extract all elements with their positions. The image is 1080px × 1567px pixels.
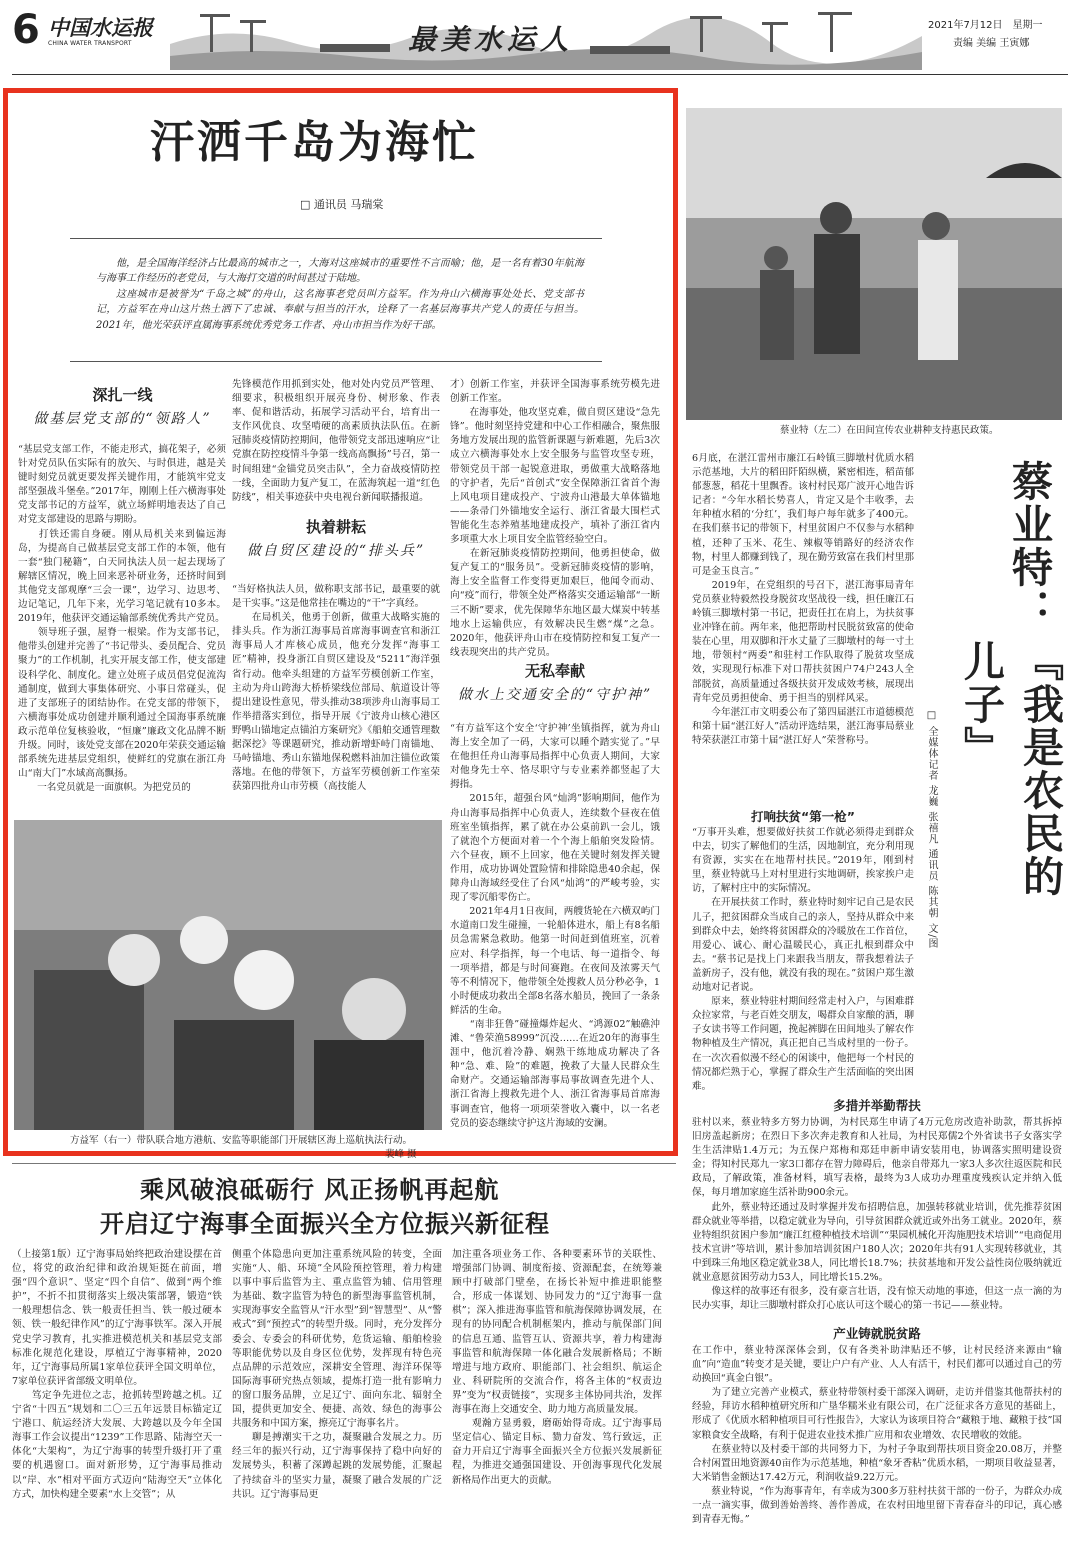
body-column: “当好格执法人员，做称职支部书记，最重要的就是干实事。”这是他常挂在嘴边的“干”字真经。 在局机关，他勇于创新，做重大战略实施的排头兵。作为浙江海事局首席海事调查官和浙江海事局人才库核心成员，他充分发挥“海事工匠”精神，投身浙江自贸区建设及“5211”海洋强省行动。他牵头组建的方益军劳模创新工作室，主动为舟山跨海大桥桥梁线位部局、航道设计等提出建设性意见，带头推动38项涉舟山海事局工作举措落实到位，指导开展《宁波舟山核心港区野鸭山锚地定点锚泊方案研究》《船舶交通管理数据深挖》等课题研究，推动新增虾峙门南锚地、马峙锚地、秀山东锚地保税燃料油加注锚位政策落地。在他的带领下，方益军劳模创新工作室荣获第四批舟山市劳模（高技能人 (232, 584, 440, 793)
news-photo-inspection (14, 820, 442, 1130)
section-heading: 执着耕耘 (305, 518, 366, 536)
body-column: 在工作中，蔡业特深深体会到，仅有各类补助津贴还不够，让村民经济来源由“输血”向“造血”转变才是关键，要让户户有产业、人人有活干，村民们都可以通过自己的劳动换回“真金白银”。 为了建立完善产业模式，蔡业特带领村委干部深入调研，走访并借鉴其他帮扶村的经验，拜访水稻种植研究所和广垦华糯米业有限公司，在广泛征求各方意见的基础上，形成了《优质水稻种植项目可行性报告》，大家认为该项目符合“藏粮于地、藏粮于技”国家粮食安全战略，有利于促进农业技术推广应用和农业增效、农民增收的效能。 在蔡业特以及村委干部的共同努力下，为村子争取到帮扶项目资金20.08万，并整合村闲置田地资源40亩作为示范基地，种植“象牙香粘”优质水稻，一期项目收益显著，大米销售金额达17.42万元，利润收益9.22万元。 蔡业特说，“作为海事青年，有幸成为300多万驻村扶贫干部的一份子，为群众办成一点一滴实事，做到善始善终、善作善成，在农村田地里留下青春奋斗的印记，真心感到青春无悔。” (692, 1345, 1062, 1526)
page-number: 6 (12, 7, 40, 53)
section-heading: 产业铸就脱贫路 (833, 1326, 921, 1341)
editors-line: 责编 美编 王寅娜 (953, 38, 1030, 49)
section-title: 最美水运人 (408, 23, 574, 56)
issue-date: 2021年7月12日 星期一 (928, 20, 1043, 31)
body-column: “有方益军这个安全‘守护神’坐镇指挥，就为舟山海上安全加了一码，大家可以睡个踏实觉了。”早在他担任舟山海事局指挥中心负责人期间，大家对他身先士卒、恪尽职守与专业素养都竖起了大拇指。 2015年，超强台风“灿鸿”影响期间，他作为舟山海事局指挥中心负责人，连续数个昼夜在值班室坐镇指挥，累了就在办公桌前趴一会儿，饿了就泡个方便面对着一个个海上船舶突发险情。六个昼夜，顾不上回家，他在关键时刻发挥关键作用，成功协调处置险情和排除隐患40余起，保障舟山海域经受住了台风“灿鸿”的严峻考验，实现了零沉船零伤亡。 2021年4月1日夜间，两艘货轮在六横双屿门水道南口发生碰撞，一轮船体进水，船上有8名船员急需紧急救助。他第一时间赶到值班室，沉着应对、科学指挥，每一个电话、每一道指令、每一项举措，都是与时间赛跑。在夜间及浓雾天气等不利情况下，他带领全处搜救人员分秒必争，1小时便成功救出全部8名落水船员，挽回了一条条鲜活的生命。 “南非狂鲁”碰撞爆炸起火、“鸿源02”触礁沖滩、“鲁荣渔58999”沉没……在近20年的海事生涯中，他沉着冷静、娴熟干练地成功解决了各种“急、难、险”的难题，挽救了大量人民群众生命财产。交通运输部海事局事故调查先进个人、浙江省海上搜救先进个人、浙江省海事局首席海事调查官，他将一项项荣誉收入囊中，以一名老党员的姿态继续守护这片海域的安澜。 (450, 723, 660, 1129)
section-subheading: 做基层党支部的“领路人” (33, 411, 212, 427)
photo-credit: 裴峰 摄 (385, 1149, 417, 1160)
bottom-headline-line1: 乘风破浪砥砺行 风正扬帆再起航 (140, 1175, 500, 1204)
body-column: “万事开头难，想要做好扶贫工作就必须得走到群众中去，切实了解他们的生活，因地制宜，充分利用现有资源，实实在在地帮村扶民。”2019年，刚到村里，蔡业特就马上对村里进行实地调研，挨家挨户走访，了解村庄中的实际情况。 在开展扶贫工作时，蔡业特时刻牢记自己是农民儿子，把贫困群众当成自己的亲人，坚持从群众中来到群众中去，始终将贫困群众的冷暖放在工作首位，用爱心、诚心、耐心温暖民心，真正扎根到群众中去。“蔡书记是找上门来跟我当朋友，帮我想着法子盖新房子，没有他，就没有我的现在。”贫困户郑生激动地对记者说。 原来，蔡业特驻村期间经常走村入户，与困难群众拉家常，与老百姓交朋友，喝群众自家酿的酒，聊子女读书等工作问题，挽起裤脚在田间地头了解农作物种植及生产情况，真正把自己当成村里的一份子。在一次次看似漫不经心的闲谈中，他把每一个村民的情况都烂熟于心，掌握了群众生产生活面临的突出困难。 (692, 827, 914, 1092)
photo-inspection-placeholder (14, 820, 442, 1130)
body-column: 才）创新工作室，并获评全国海事系统劳模先进创新工作室。 在海事处，他攻坚克难，做自贸区建设“急先锋”。他时刻坚持党建和中心工作相融合，聚焦服务地方发展出现的监管新课题与新难题，先后3次成立六横海事处水上安全服务与监管攻坚专班，带领党员干部一起锐意进取，勇做重大战略落地的守护者，先后“首创式”安全保障浙江省首个海上风电项目建成投产、宁波舟山港最大单体锚地——条帚门外锚地安全运行、浙江省最大围栏式智能化生态养殖基地建成投产，填补了浙江省内多项重大水上项目安全监管经验空白。 在新冠肺炎疫情防控期间，他勇担使命，做复产复工的“服务员”。受新冠肺炎疫情的影响，海上安全监督工作变得更加艰巨，他闻令而动、向“疫”而行，带领全处严格落实交通运输部“一断三不断”要求，优先保障华东地区最大煤炭中转基地水上运输供应，有效解决民生燃“煤”之急。2020年，他获评舟山市在疫情防控和复工复产一线表现突出的共产党员。 (450, 379, 660, 658)
news-photo-field (686, 108, 1062, 420)
newspaper-logo: 中国水运报 (48, 15, 153, 40)
body-column: （上接第1版）辽宁海事局始终把政治建设摆在首位，将党的政治纪律和政治规矩挺在前面，增强“四个意识”、坚定“四个自信”、做到“两个维护”，不折不扣贯彻落实上级决策部署，锻造“铁一般理想信念、铁一般责任担当、铁一般过硬本领、铁一般纪律作风”的辽宁海事铁军。深入开展党史学习教育，扎实推进模范机关和基层党支部标准化规范化建设，厚植辽宁海事精神，2020年，辽宁海事局所属1家单位获评全国文明单位，7家单位获评省部级文明单位。 笃定争先进位之志，抢抓转型跨越之机。辽宁省“十四五”规划和二〇三五年远景目标锚定辽宁港口、航运经济大发展、大跨越以及今年全国海事工作会议提出“1239”工作思路、陆海空天一体化“大架构”，为辽宁海事的转型升级打开了重要的机遇窗口。面对新形势，辽宁海事局推动以“岸、水”相对平面方式迈向“陆海空天”立体化方式，加快构建全要素“水上交管”；从 (12, 1249, 222, 1500)
feature-title: 蔡业特： (1005, 460, 1053, 632)
bottom-rule (12, 1163, 676, 1164)
header-rule (12, 74, 1068, 75)
body-column: 加注重各项业务工作、各种要素环节的关联性、增强部门协调、制度衔接、资源配套，在统筹兼顾中打破部门壁垒，在扬长补短中推进职能整合，形成一体谋划、协同发力的“辽宁海事一盘棋”；深入推进海事监管和航海保障协调发展，在现有的协同配合机制框架内，推动与航保部门间的信息互通、监管互认、资源共享，着力构建海事监管和航海保障一体化融合发展新格局；不断增进与地方政府、职能部门、社会组织、航运企业、科研院所的交流合作，将各主体的“权责边界”变为“权责链接”，实现多主体协同共治，发挥海事在海上交通安全、助力地方高质量发展。 观瀚方显勇毅，磨砺始得奇成。辽宁海事局坚定信心、锚定目标、勠力奋发、笃行致远，正奋力开启辽宁海事全面振兴全方位振兴发展新征程，为推进交通强国建设、开创海事现代化发展新格局作出更大的贡献。 (452, 1249, 662, 1486)
bottom-headline-line2: 开启辽宁海事全面振兴全方位振兴新征程 (100, 1209, 550, 1238)
body-column: “基层党支部工作，不能走形式，搞花架子，必须针对党员队伍实际有的放矢、与时俱进，越是关键时刻党员就更要发挥关键作用，才能筑牢党支部坚强战斗堡垒。”2017年，刚刚上任六横海事处党支部书记的方益军，就立场鲜明地表达了自己对党支部建设的思路与期盼。 打铁还需自身硬。刚从局机关来到偏远海岛，为提高自己做基层党支部工作的本领，他有一套“独门秘籍”，白天同执法人员一起去现场了解辖区情况，晚上回来恶补研业务，还挤时间到其他党支部观摩“三会一课”，边学习、边思考、边记笔记，几年下来，光学习笔记就有10多本。2019年，他获评交通运输部系统优秀共产党员。 领导班子强，屋脊一根梁。作为支部书记，他带头创建并完善了“书记带头、委员配合、党员聚力”的工作机制，扎实开展支部工作，使支部建设科学化、制度化。建立处班子成员倡党促流沟通制度，做到大事集体研究、小事日常碰头，促进了支部班子的团结协作。在党支部的带领下，六横海事处成功创建并顺利通过全国海事系统廉政示范单位复核验收，“恒廉”廉政文化品牌不断升级。同时，该处党支部在2020年荣获交通运输部系统先进基层党组织，使鲜红的党旗在浙江舟山“南大门”水域高高飘扬。 一名党员就是一面旗帜。为把党员的 (18, 444, 226, 794)
section-subheading: 做自贸区建设的“排头兵” (246, 543, 426, 559)
intro-paragraph: 这座城市是被誉为“千岛之城”的舟山，这名海事老党员叫方益军。作为舟山六横海事处处长、党支部书记，方益军在舟山这片热土洒下了忠诚、奉献与担当的汗水，诠释了一名基层海事共产党人的责任与担当。2021年，他光荣获评直属海事系统优秀党务工作者、舟山市担当作为好干部。 (96, 288, 584, 331)
section-heading: 无私奉献 (524, 662, 585, 680)
body-column: 驻村以来，蔡业特多方努力协调，为村民郑生申请了4万元危房改造补助款，帮其拆掉旧房盖起新房；在烈日下多次奔走教育和人社局，为村民郑儒2个外省读书子女落实学生生活津贴1.4万元；为五保户郑梅和郑廷申新申请安装用电，协调落实照明建设资金；得知村民郑九一家3口都存在智力障碍后，他亲自带郑九一家3人多次往返医院和民政局，了解政策，准备材料，填写表格，最终为3人成功办理重度残疾认定并纳入低保，每月增加家庭生活补助900余元。 此外，蔡业特还通过及时掌握并发布招聘信息，加强转移就业培训，优先推荐贫困群众就业等举措，以稳定就业为导向，引导贫困群众就近或外出务工就业。2020年，蔡业特组织贫困户参加“廉江红橙种植技术培训”“果园机械化开沟施肥技术培训”“电商促用技术宣讲”等培训，累计参加培训贫困户180人次；2020年共有91人实现转移就业，其中到珠三角地区稳定就业38人，同比增长18.7%；扶贫基地和开发公益性岗位吸纳就近就业意愿贫困劳动力53人，同比增长15.2%。 像这样的故事还有很多，没有豪言壮语，没有惊天动地的事迹，但这一点一滴的为民办实事，却让三脚墩村群众打心底认可这个暖心的第一书记——蔡业特。 (692, 1117, 1062, 1312)
page-header (0, 0, 1080, 82)
main-byline: □ 通讯员 马瑞棠 (300, 198, 384, 211)
photo-caption: 方益军（右一）带队联合地方港航、安监等职能部门开展辖区海上巡航执法行动。 (70, 1135, 413, 1146)
newspaper-logo-en: CHINA WATER TRANSPORT (48, 40, 132, 47)
intro-text (96, 256, 584, 333)
intro-paragraph: 他，是全国海洋经济占比最高的城市之一，大海对这座城市的重要性不言而喻；他，是一名有着30年航海与海事工作经历的老党员，与大海打交道的时间甚过于陆地。 (96, 258, 584, 285)
photo-field-placeholder (686, 108, 1062, 420)
feature-byline: □ 全媒体记者 龙巍 张禧凡 通讯员 陈其朝 文/图 (926, 710, 937, 950)
feature-title-quote: 『我是农民的儿子』 (957, 640, 1064, 898)
main-headline: 汗洒千岛为海忙 (150, 117, 479, 168)
photo-caption: 蔡业特（左二）在田间宣传农业耕种支持惠民政策。 (780, 425, 999, 436)
section-heading: 打响扶贫“第一枪” (751, 809, 855, 824)
section-heading: 深扎一线 (92, 386, 153, 404)
body-column: 先锋模范作用抓到实处，他对处内党员严管理、细要求，积极组织开展亮身份、树形象、作表率、促和谐活动，拓展学习活动平台，培育出一支作风优良、攻坚啃硬的高素质执法队伍。在新冠肺炎疫情防控期间，他带领党支部迅速响应“让党旗在防控疫情斗争第一线高高飘扬”号召，第一时间组建“金锚党员突击队”，全力奋战疫情防控一线，全面助力复产复工，在蓝海筑起一道“红色防线”，相关事迹获中央电视台新闻联播报道。 (232, 379, 440, 503)
body-column: 侧重个体隐患向更加注重系统风险的转变，全面实施“人、船、环境”全风险预控管理，着力构建以事中事后监管为主、重点监管为辅、信用管理为基础、数字监管为特色的新型海事监管机制，实现海事安全监管从“汗水型”到“智慧型”、从“警戒式”到“预控式”的转型升级。同时，充分发挥分委会、专委会的科研优势，危货运输、船舶检验等职能优势以及自身区位优势，发挥现有特色亮点品牌的示范效应，深耕安全管理、海洋环保等国际海事研究热点领域，提炼打造一批有影响力的窗口服务品牌，立足辽宁、面向东北、辐射全国，提供更加安全、便捷、高效、绿色的海事公共服务和中国方案，擦亮辽宁海事名片。 聊是搏潮实干之功，凝聚融合发展之力。历经三年的振兴行动，辽宁海事保持了稳中向好的发展势头，积蓄了深蹲起跳的发展势能，汇聚起了持续奋斗的坚实力量，凝聚了融合发展的广泛共识。辽宁海事局更 (232, 1249, 442, 1500)
section-heading: 多措并举勤帮扶 (833, 1098, 921, 1113)
body-column: 6月底，在湛江雷州市廉江石岭镇三脚墩村优质水稻示范基地，大片的稻田阡陌纵横，紧密相连，稻苗郁郁葱葱，稻花十里飘香。该村村民郑广波开心地告诉记者：“今年水稻长势喜人，肯定又是个丰收季，去年种植水稻的‘分红’，我们每户每年就多了400元。在我们蔡书记的带领下，村里贫困户不仅参与水稻种植，还种了玉米、花生、辣椒等销路好的经济农作物，村里人都赚到钱了，现在勤劳致富在我们村里那可是金玉良言。” 2019年，在党组织的号召下，湛江海事局青年党员蔡业特毅然投身脱贫攻坚战役一线，担任廉江石岭镇三脚墩村第一书记，把责任扛在肩上，为扶贫事业冲锋在前。两年来，他把帮助村民脱贫致富的使命装在心里，用双脚和汗水丈量了三脚墩村的每一寸土地，带领村“两委”和驻村工作队取得了脱贫攻坚成效，实现现行标准下对口帮扶贫困户74户243人全部脱贫，高质量通过各级扶贫开发成效考核，展现出青年党员勇担使命、勇于担当的别样风采。 今年湛江市文明委公布了第四届湛江市道德模范和第十届“湛江好人”活动评选结果，湛江海事局蔡业特荣获湛江市第十届“湛江好人”荣誉称号。 (692, 453, 914, 746)
section-banner (170, 4, 922, 70)
section-subheading: 做水上交通安全的“守护神” (457, 687, 653, 703)
